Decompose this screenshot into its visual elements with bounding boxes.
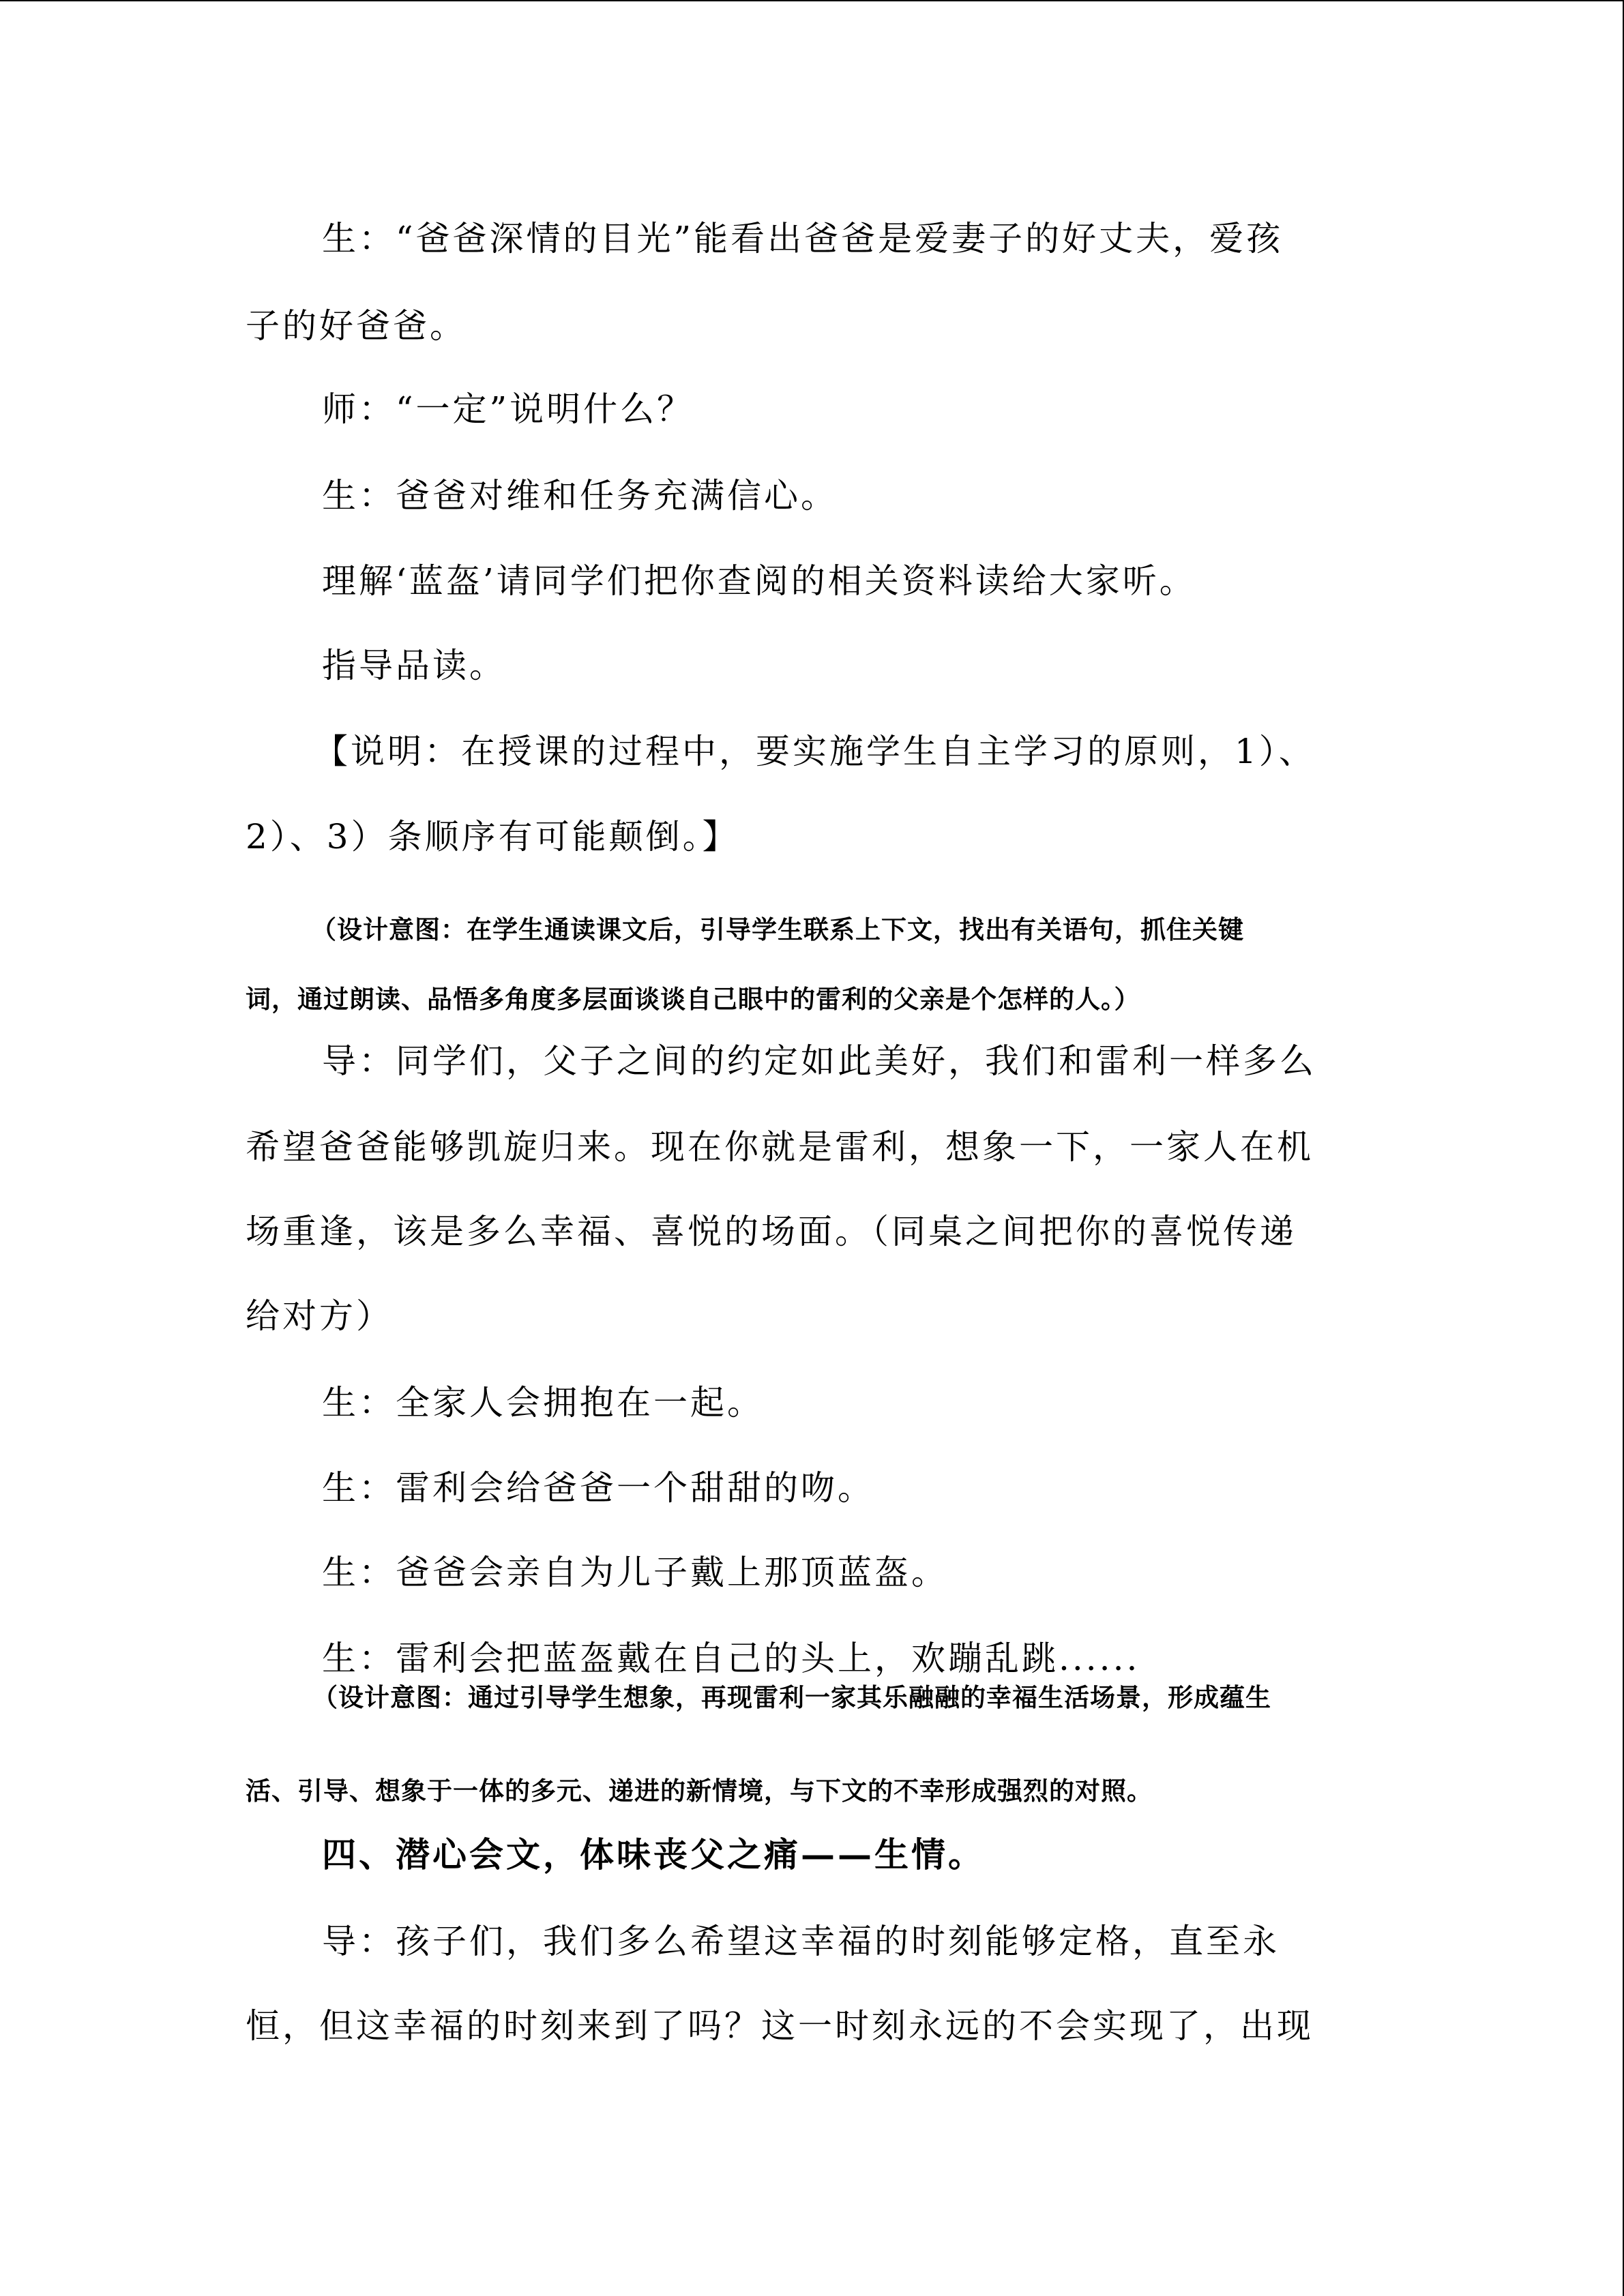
design-note-line: 词，通过朗读、品悟多角度多层面谈谈自己眼中的雷利的父亲是个怎样的人。）	[246, 985, 1140, 1014]
paragraph-line: 子的好爸爸。	[246, 306, 467, 346]
paragraph-line: 生：雷利会给爸爸一个甜甜的吻。	[322, 1468, 874, 1508]
paragraph-line: 给对方）	[246, 1296, 393, 1336]
paragraph-line: 导：孩子们，我们多么希望这幸福的时刻能够定格，直至永	[322, 1922, 1280, 1961]
paragraph-line: 生：爸爸会亲自为儿子戴上那顶蓝盔。	[322, 1553, 948, 1592]
paragraph-line: 理解‘蓝盔’请同学们把你查阅的相关资料读给大家听。	[322, 561, 1196, 601]
paragraph-line: 场重逢，该是多么幸福、喜悦的场面。（同桌之间把你的喜悦传递	[246, 1212, 1297, 1251]
design-note-line: （设计意图：通过引导学生想象，再现雷利一家其乐融融的幸福生活场景，形成蕴生	[312, 1683, 1271, 1712]
paragraph-line: 2）、3）条顺序有可能颠倒。】	[246, 817, 739, 856]
paragraph-line: 生：爸爸对维和任务充满信心。	[322, 476, 838, 516]
paragraph-line: 师：“一定”说明什么？	[322, 389, 694, 429]
design-note-line: （设计意图：在学生通读课文后，引导学生联系上下文，找出有关语句，抓住关键	[311, 915, 1244, 944]
design-note-line: 活、引导、想象于一体的多元、递进的新情境，与下文的不幸形成强烈的对照。	[246, 1776, 1153, 1806]
section-heading: 四、潜心会文，体味丧父之痛——生情。	[322, 1834, 985, 1875]
paragraph-line: 导：同学们，父子之间的约定如此美好，我们和雷利一样多么	[322, 1041, 1316, 1081]
paragraph-line: 生：雷利会把蓝盔戴在自己的头上，欢蹦乱跳......	[322, 1639, 1140, 1678]
paragraph-line: 生：“爸爸深情的目光”能看出爸爸是爱妻子的好丈夫，爱孩	[322, 219, 1284, 258]
paragraph-line: 生：全家人会拥抱在一起。	[322, 1383, 764, 1422]
paragraph-line: 【说明：在授课的过程中，要实施学生自主学习的原则，1）、	[314, 732, 1316, 771]
paragraph-line: 希望爸爸能够凯旋归来。现在你就是雷利，想象一下，一家人在机	[246, 1127, 1314, 1167]
paragraph-line: 指导品读。	[322, 646, 506, 685]
paragraph-line: 恒，但这幸福的时刻来到了吗？这一时刻永远的不会实现了，出现	[246, 2006, 1314, 2046]
